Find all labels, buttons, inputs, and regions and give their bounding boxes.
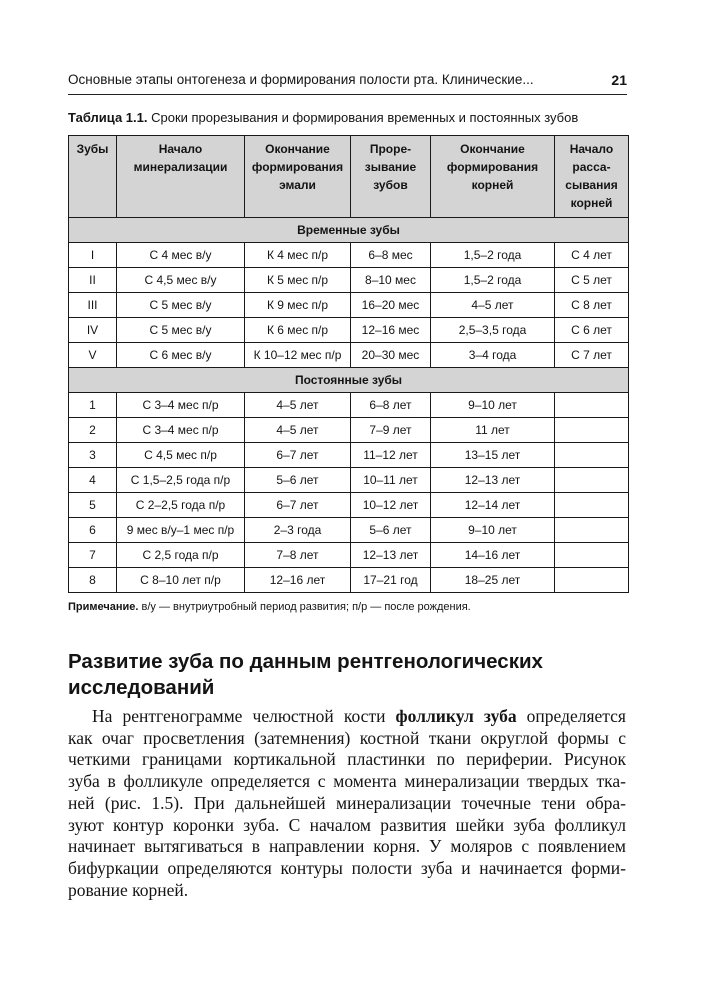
group-row-permanent-label: Постоянные зубы [69,368,629,393]
table-cell: 6 [69,518,117,543]
column-header [245,136,351,218]
column-header [555,136,629,218]
table-note-text: в/у — внутриутробный период развития; п/р — после рождения. [138,601,471,613]
table-cell: С 4,5 мес в/у [117,268,245,293]
table-cell: 20–30 мес [351,343,431,368]
column-header-line: минерализации [133,160,228,174]
table-cell: 7–9 лет [351,418,431,443]
column-header [117,136,245,218]
paragraph-line: как очаг просветления (затемнения) костной ткани округлой формы с [68,727,626,748]
table-body [69,218,629,593]
group-row-temporary-label: Временные зубы [69,218,629,243]
running-head [68,72,627,95]
table-cell: К 6 мес п/р [245,318,351,343]
table-cell: С 6 лет [555,318,629,343]
table-cell: 6–8 лет [351,393,431,418]
table-cell [555,493,629,518]
table-cell [555,393,629,418]
table-cell: С 5 мес в/у [117,293,245,318]
table-caption-text: Сроки прорезывания и формирования временных и постоянных зубов [147,110,579,125]
table-row [69,518,629,543]
table-cell: 12–16 лет [245,568,351,593]
table-cell: 4–5 лет [245,418,351,443]
table-cell: 5 [69,493,117,518]
table-cell: 13–15 лет [431,443,555,468]
column-header-line: Начало [569,142,614,156]
table-cell: 9 мес в/у–1 мес п/р [117,518,245,543]
page-number: 21 [611,72,627,88]
table-row [69,243,629,268]
table-cell: С 3–4 мес п/р [117,418,245,443]
column-header-line: Начало [158,142,203,156]
table-cell: 12–14 лет [431,493,555,518]
table-cell: 9–10 лет [431,518,555,543]
table-cell: 2,5–3,5 года [431,318,555,343]
column-header-line: Окончание [265,142,330,156]
column-header-line: Зубы [76,142,109,156]
table-note [68,601,471,613]
table-cell [555,443,629,468]
paragraph-line: рование корней. [68,879,189,900]
table-cell: 4 [69,468,117,493]
table-cell: II [69,268,117,293]
table-cell: К 4 мес п/р [245,243,351,268]
table-cell: С 4,5 мес п/р [117,443,245,468]
table-cell: С 4 лет [555,243,629,268]
table-cell: С 6 мес в/у [117,343,245,368]
running-head-title: Основные этапы онтогенеза и формирования полости рта. Клинические... [68,72,534,87]
paragraph-text: На рентгенограмме челюстной кости [92,706,396,726]
column-header-line: сывания [565,178,618,192]
table-note-label: Примечание. [68,601,139,613]
table-cell: 6–8 мес [351,243,431,268]
table-cell: С 7 лет [555,343,629,368]
paragraph-line [68,706,626,728]
table-cell: К 10–12 мес п/р [245,343,351,368]
column-header-line: корней [471,178,514,192]
table-cell: III [69,293,117,318]
table-cell: С 8–10 лет п/р [117,568,245,593]
table-cell: 11–12 лет [351,443,431,468]
table-cell: 8 [69,568,117,593]
column-header [69,136,117,218]
table-cell: 3–4 года [431,343,555,368]
table-row [69,493,629,518]
table-cell: 10–11 лет [351,468,431,493]
paragraph-line: зуба в фолликуле определяется с момента минерализации твердых тка- [68,771,626,792]
column-header-line: формирования [251,160,344,174]
table-cell: 11 лет [431,418,555,443]
table-cell: С 3–4 мес п/р [117,393,245,418]
section-heading [68,649,638,701]
table-cell: 4–5 лет [431,293,555,318]
column-header [431,136,555,218]
table-cell: 6–7 лет [245,443,351,468]
table-cell: 12–13 лет [431,468,555,493]
term-follicle: фолликул зуба [395,706,517,726]
table-cell [555,418,629,443]
group-row-permanent [69,368,629,393]
table-row [69,393,629,418]
table-cell: 3 [69,443,117,468]
table-cell: V [69,343,117,368]
section-paragraph [68,706,626,901]
column-header-line: зывание [364,160,417,174]
section-heading-line: исследований [68,676,215,699]
table-cell: 12–16 мес [351,318,431,343]
table-cell: 6–7 лет [245,493,351,518]
column-header-line: эмали [279,178,316,192]
table-cell: 10–12 лет [351,493,431,518]
table-cell: С 5 лет [555,268,629,293]
table-cell: К 9 мес п/р [245,293,351,318]
table-header-row [69,136,629,218]
table-cell: 5–6 лет [351,518,431,543]
table-cell: 9–10 лет [431,393,555,418]
table-cell [555,568,629,593]
column-header-line: зубов [373,178,408,192]
table-cell: 12–13 лет [351,543,431,568]
column-header-line: формирования [446,160,539,174]
table-row [69,343,629,368]
table-cell: 1 [69,393,117,418]
table-cell: 17–21 год [351,568,431,593]
teeth-eruption-table [68,135,629,593]
column-header-line: корней [570,196,613,210]
table-caption-label: Таблица 1.1. [68,110,148,125]
table-cell: 7 [69,543,117,568]
column-header [351,136,431,218]
column-header-line: расса- [572,160,611,174]
table-row [69,568,629,593]
paragraph-line: зуют контур коронки зуба. С началом развития шейки зуба фолликул [68,814,626,835]
group-row-temporary [69,218,629,243]
table-cell: С 8 лет [555,293,629,318]
table-cell: 7–8 лет [245,543,351,568]
table-cell: 16–20 мес [351,293,431,318]
paragraph-line: бифуркации определяются контуры полости зуба и начинается форми- [68,857,626,878]
table-cell: IV [69,318,117,343]
table-cell: 14–16 лет [431,543,555,568]
table-cell: С 1,5–2,5 года п/р [117,468,245,493]
table-cell [555,518,629,543]
table-cell: 1,5–2 года [431,243,555,268]
table-cell: 5–6 лет [245,468,351,493]
table-row [69,543,629,568]
paragraph-text: определяется [516,706,626,726]
table-row [69,418,629,443]
paragraph-line: ней (рис. 1.5). При дальнейшей минерализации точечные тени обра- [68,792,626,813]
table-cell: 2–3 года [245,518,351,543]
column-header-line: Проре- [369,142,412,156]
table-row [69,318,629,343]
table-cell: 2 [69,418,117,443]
table-cell [555,543,629,568]
table-cell [555,468,629,493]
table-cell: I [69,243,117,268]
section-heading-line: Развитие зуба по данным рентгенологических [68,650,543,673]
table-cell: 8–10 мес [351,268,431,293]
table-cell: 4–5 лет [245,393,351,418]
paragraph-line: четкими границами кортикальной пластинки по периферии. Рисунок [68,749,626,770]
table-cell: 1,5–2 года [431,268,555,293]
table-row [69,443,629,468]
table-cell: С 4 мес в/у [117,243,245,268]
table-row [69,293,629,318]
table-cell: К 5 мес п/р [245,268,351,293]
table-row [69,268,629,293]
table-cell: С 2,5 года п/р [117,543,245,568]
table-cell: С 5 мес в/у [117,318,245,343]
table-cell: 18–25 лет [431,568,555,593]
table-cell: С 2–2,5 года п/р [117,493,245,518]
column-header-line: Окончание [460,142,525,156]
paragraph-line: начинает вытягиваться в направлении корня. У моляров с появлением [68,836,626,857]
table-caption [68,110,638,125]
table-row [69,468,629,493]
